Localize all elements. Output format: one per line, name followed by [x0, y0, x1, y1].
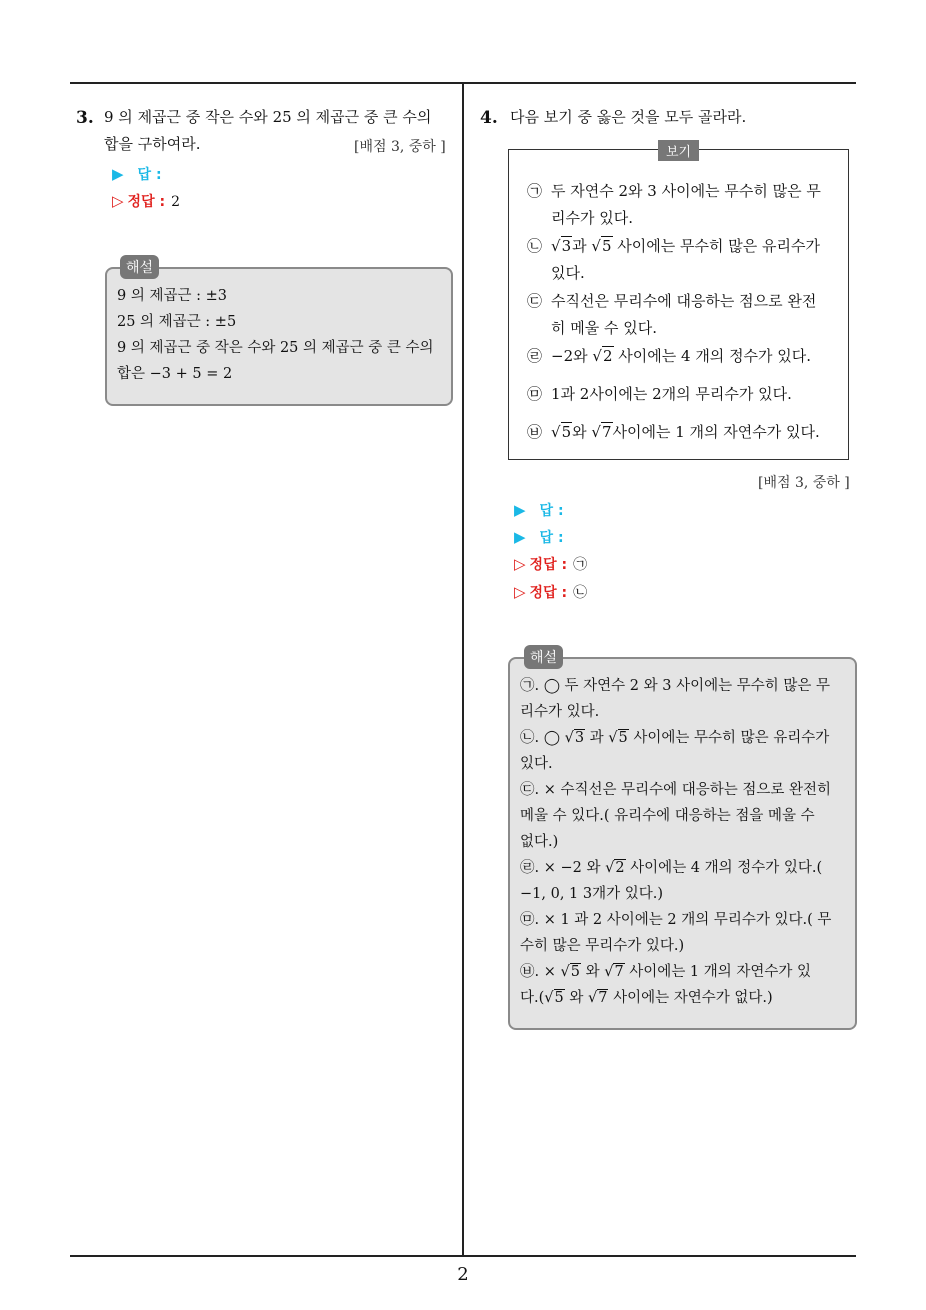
explanation-line: ㉥. × √5 와 √7 사이에는 1 개의 자연수가 있: [520, 959, 843, 985]
explanation-line: ㉢. × 수직선은 무리수에 대응하는 점으로 완전히: [520, 782, 832, 798]
question-4-answer-row: [514, 500, 564, 520]
correct-value: ㉠: [573, 557, 588, 573]
item-mark: ㉣: [527, 347, 543, 365]
bogi-item-c: [527, 288, 827, 342]
correct-arrow-icon: ▷: [112, 192, 124, 210]
sqrt: √5: [551, 423, 572, 441]
answer-label: 답 :: [137, 167, 162, 183]
bogi-box: [508, 149, 849, 460]
question-4-prompt: 다음 보기 중 옳은 것을 모두 골라라.: [510, 108, 747, 126]
answer-label: 답 :: [539, 530, 564, 546]
explanation-line: 메울 수 있다.( 유리수에 대응하는 점을 메울 수: [520, 808, 815, 824]
explanation-line: 수히 많은 무리수가 있다.): [520, 938, 685, 954]
correct-value: 2: [171, 194, 180, 210]
question-3-number: 3.: [76, 108, 94, 128]
sqrt: √5: [591, 237, 612, 255]
item-text: 히 메울 수 있다.: [551, 319, 658, 337]
sqrt: √7: [604, 964, 624, 980]
page-number: 2: [457, 1264, 469, 1285]
question-3-line1: 9 의 제곱근 중 작은 수와 25 의 제곱근 중 큰 수의: [104, 108, 432, 126]
sqrt: √3: [551, 237, 572, 255]
sqrt: √5: [560, 964, 580, 980]
explanation-line: ㉤. × 1 과 2 사이에는 2 개의 무리수가 있다.( 무: [520, 912, 832, 928]
question-3-line2: 합을 구하여라.: [104, 135, 201, 153]
question-3-answer-row: [112, 164, 162, 184]
question-4-score: [배점 3, 중하 ]: [758, 475, 850, 491]
item-text: 있다.: [551, 264, 585, 282]
explanation-line: 합은 −3 + 5 = 2: [117, 366, 233, 382]
item-text: √3과 √5 사이에는 무수히 많은 유리수가: [527, 233, 827, 260]
sqrt: √5: [608, 730, 628, 746]
correct-value: ㉡: [573, 585, 588, 601]
item-text: 리수가 있다.: [551, 209, 633, 227]
explanation-tag: 해설: [120, 255, 159, 279]
answer-arrow-icon: ▶: [514, 501, 526, 519]
sqrt: √2: [605, 860, 625, 876]
bottom-rule: [70, 1255, 856, 1257]
correct-label: 정답 :: [529, 557, 568, 573]
sqrt: √7: [588, 990, 608, 1006]
bogi-tag: 보기: [658, 140, 699, 161]
explanation-tag: 해설: [524, 645, 563, 669]
item-mark: ㉢: [527, 292, 543, 310]
sqrt: √7: [591, 423, 612, 441]
item-mark: ㉠: [527, 182, 543, 200]
explanation-line: ㉠. ◯ 두 자연수 2 와 3 사이에는 무수히 많은 무: [520, 678, 830, 694]
column-divider: [462, 82, 464, 1257]
question-3-explanation: [105, 267, 453, 406]
item-mark: ㉡: [527, 237, 543, 255]
question-3-correct-row: [112, 191, 180, 211]
correct-arrow-icon: ▷: [514, 583, 526, 601]
explanation-line: 있다.: [520, 756, 553, 772]
question-4-number: 4.: [480, 108, 498, 128]
item-text: 수직선은 무리수에 대응하는 점으로 완전: [551, 292, 817, 310]
explanation-line: 리수가 있다.: [520, 704, 600, 720]
sqrt: √2: [592, 347, 613, 365]
question-4-correct-row: [514, 554, 587, 574]
bogi-item-d: [527, 343, 827, 370]
item-mark: ㉤: [527, 385, 543, 403]
item-mark: ㉥: [527, 423, 543, 441]
correct-arrow-icon: ▷: [514, 555, 526, 573]
answer-arrow-icon: ▶: [112, 165, 124, 183]
item-text: 두 자연수 2와 3 사이에는 무수히 많은 무: [551, 182, 821, 200]
item-text: √5와 √7사이에는 1 개의 자연수가 있다.: [527, 419, 827, 446]
explanation-line: 9 의 제곱근 중 작은 수와 25 의 제곱근 중 큰 수의: [117, 340, 434, 356]
question-4-explanation: [508, 657, 857, 1030]
sqrt: √3: [564, 730, 585, 746]
question-4-correct-row: [514, 582, 587, 602]
question-3-score: [배점 3, 중하 ]: [354, 139, 446, 155]
explanation-line: ㉡. ◯ √3 과 √5 사이에는 무수히 많은 유리수가: [520, 725, 843, 751]
sqrt: √5: [544, 990, 564, 1006]
answer-label: 답 :: [539, 503, 564, 519]
explanation-line: 다.(√5 와 √7 사이에는 자연수가 없다.): [520, 985, 843, 1011]
explanation-line: 25 의 제곱근 : ±5: [117, 314, 237, 330]
explanation-line: ㉣. × −2 와 √2 사이에는 4 개의 정수가 있다.(: [520, 855, 843, 881]
correct-label: 정답 :: [529, 585, 568, 601]
bogi-item-f: [527, 419, 827, 446]
explanation-line: −1, 0, 1 3개가 있다.): [520, 886, 663, 902]
explanation-line: 없다.): [520, 834, 559, 850]
item-text: 1과 2사이에는 2개의 무리수가 있다.: [551, 385, 792, 403]
bogi-item-e: [527, 381, 827, 408]
bogi-item-b: [527, 233, 827, 287]
explanation-line: 9 의 제곱근 : ±3: [117, 288, 227, 304]
bogi-item-a: [527, 178, 827, 232]
item-text: −2와 √2 사이에는 4 개의 정수가 있다.: [527, 343, 827, 370]
correct-label: 정답 :: [127, 194, 166, 210]
answer-arrow-icon: ▶: [514, 528, 526, 546]
question-4-answer-row: [514, 527, 564, 547]
